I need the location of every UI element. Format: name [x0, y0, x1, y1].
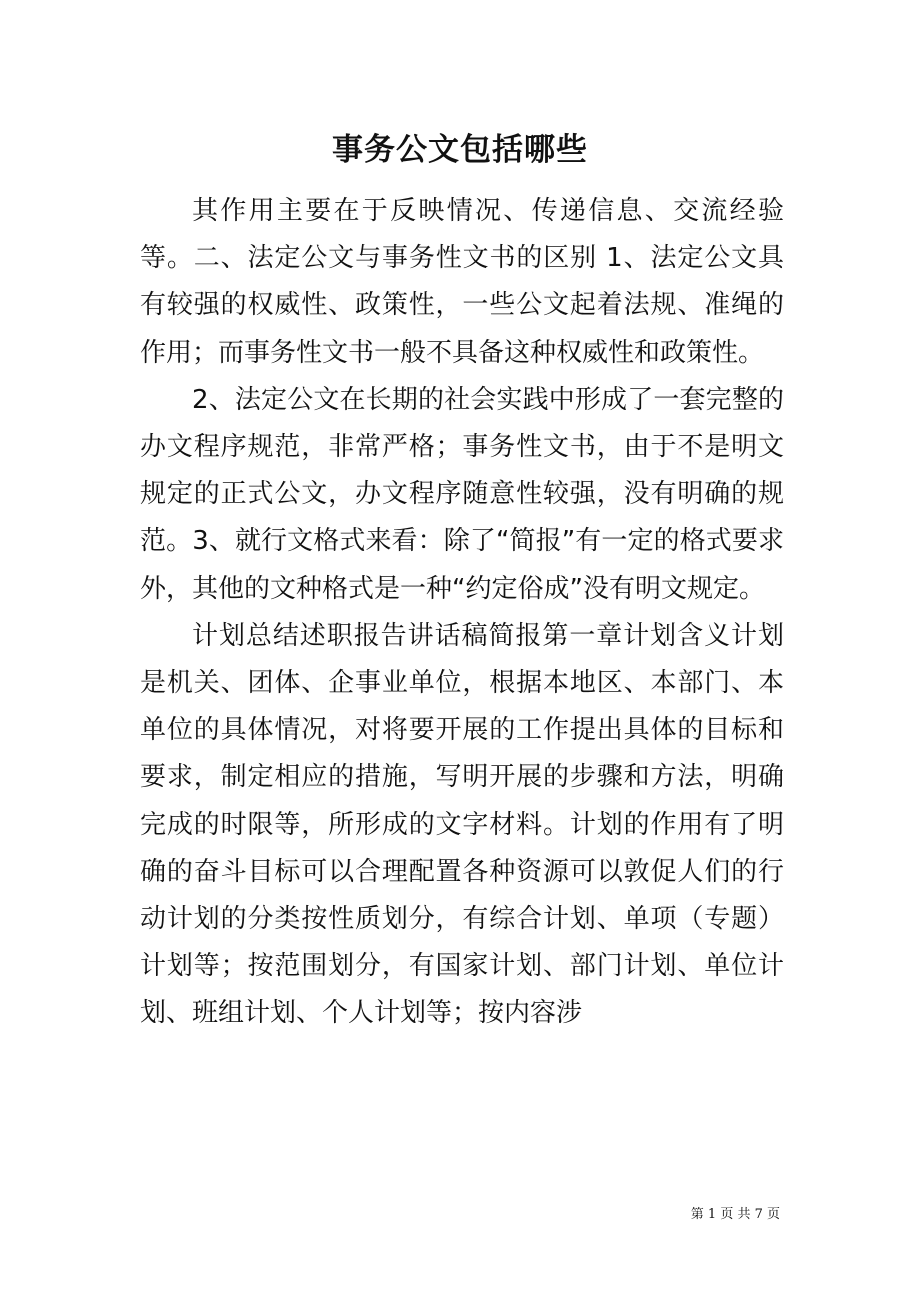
page-title: 事务公文包括哪些	[332, 132, 588, 168]
document-body	[140, 188, 784, 1038]
paragraph-2: 2、法定公文在长期的社会实践中形成了一套完整的办文程序规范，非常严格；事务性文书，由于不是明文规定的正式公文，办文程序随意性较强，没有明确的规范。3、就行文格式来看：除了“简报”有一定的格式要求外，其他的文种格式是一种“约定俗成”没有明文规定。	[140, 384, 784, 604]
paragraph-1: 其作用主要在于反映情况、传递信息、交流经验等。二、法定公文与事务性文书的区别 1、法定公文具有较强的权威性、政策性，一些公文起着法规、准绳的作用；而事务性文书一般不具备这种权威性和政策性。	[140, 196, 784, 368]
paragraph-3: 计划总结述职报告讲话稿简报第一章计划含义计划是机关、团体、企事业单位，根据本地区、本部门、本单位的具体情况，对将要开展的工作提出具体的目标和要求，制定相应的措施，写明开展的步骤和方法，明确完成的时限等，所形成的文字材料。计划的作用有了明确的奋斗目标可以合理配置各种资源可以敦促人们的行动计划的分类按性质划分，有综合计划、单项（专题）计划等；按范围划分，有国家计划、部门计划、单位计划、班组计划、个人计划等；按内容涉	[140, 620, 784, 1029]
page-number-footer: 第 1 页 共 7 页	[690, 1207, 780, 1222]
